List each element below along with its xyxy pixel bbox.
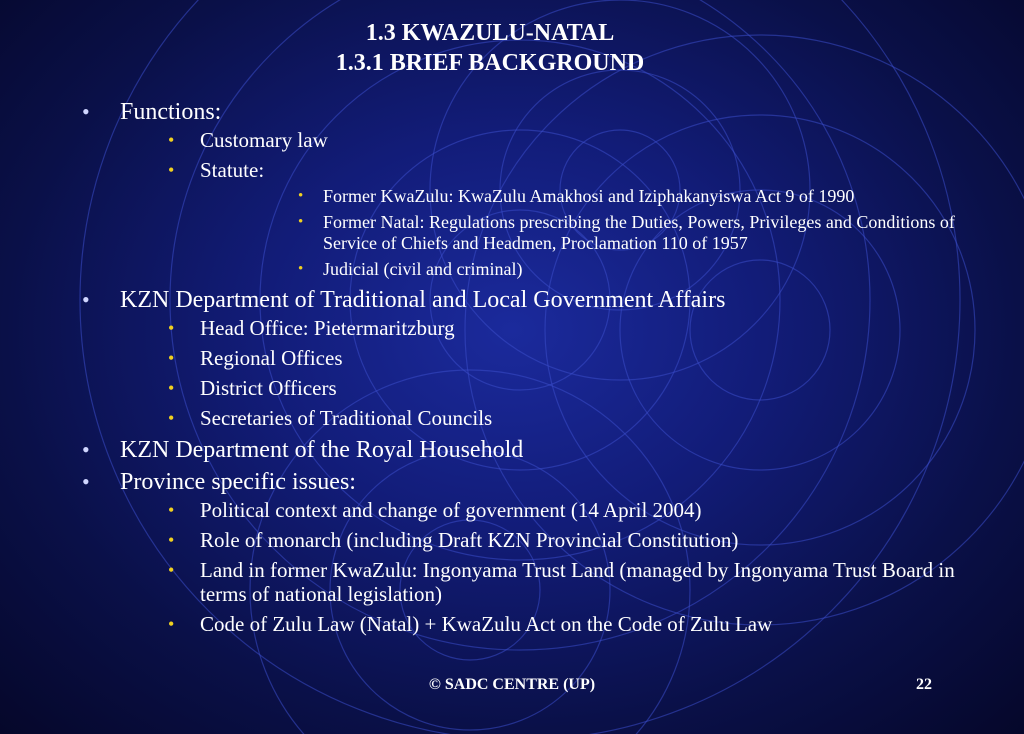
sub-bullet: • District Officers (168, 376, 337, 400)
bullet-icon: • (168, 560, 175, 580)
sub-sub-bullet: • Former KwaZulu: KwaZulu Amakhosi and Iziphakanyiswa Act 9 of 1990 (298, 186, 855, 206)
bullet-icon: • (168, 500, 175, 520)
sub-bullet: • Head Office: Pietermaritzburg (168, 316, 455, 340)
sub-list (120, 128, 982, 280)
page-number: 22 (916, 676, 932, 693)
bullet-icon: • (168, 348, 175, 368)
bullet-icon: • (82, 469, 90, 494)
sub-bullet: • Code of Zulu Law (Natal) + KwaZulu Act on the Code of Zulu Law (168, 612, 773, 636)
bullet-icon: • (298, 188, 304, 204)
bullet-icon: • (168, 408, 175, 428)
sub-sub-bullet: • Judicial (civil and criminal) (298, 259, 523, 279)
slide-title (0, 18, 980, 78)
sub-bullet: • Customary law (168, 128, 328, 152)
bullet-icon: • (168, 614, 175, 634)
sub-bullet: • Land in former KwaZulu: Ingonyama Trust Land (managed by Ingonyama Trust Board in terms of national legislation) (168, 558, 955, 606)
sub-bullet: • Statute: • Former KwaZulu: KwaZulu Amakhosi and Iziphakanyiswa Act 9 of 1990 • Former Natal: Regulations prescribing the Duties, Powers, Privileges and Conditions of Service of Chiefs and Headmen, Proclamation 110 of 1957 • Judicial (civil and criminal) (120, 158, 982, 280)
bullet-royal-household: • KZN Department of the Royal Household (82, 437, 524, 463)
bullet-icon: • (168, 160, 175, 180)
sub-bullet: • Role of monarch (including Draft KZN Provincial Constitution) (168, 528, 739, 552)
sub-list (120, 316, 982, 430)
bullet-icon: • (82, 437, 90, 462)
sub-bullet: • Regional Offices (168, 346, 343, 370)
title-line-1: 1.3 KWAZULU-NATAL (365, 20, 615, 46)
bullet-icon: • (168, 318, 175, 338)
bullet-icon: • (82, 99, 90, 124)
bullet-kzn-traditional-affairs: • KZN Department of Traditional and Local Government Affairs • Head Office: Pietermaritzburg • Regional Offices • District Officers • Secretaries of Traditional Councils (82, 286, 982, 430)
bullet-icon: • (168, 130, 175, 150)
footer-copyright: © SADC CENTRE (UP) (428, 676, 596, 693)
bullet-functions: • Functions: • Customary law • Statute: • Former KwaZulu: KwaZulu Amakhosi and Iziphakanyiswa Act 9 of 1990 • Former Natal: Regulations prescribing the Duties, Powers, Privileges and Conditions of Service of Chiefs and Headmen, Proclamation 110 of 1957 • Judicial (civil and criminal) (82, 98, 982, 280)
bullet-icon: • (168, 530, 175, 550)
sub-sub-bullet: • Former Natal: Regulations prescribing the Duties, Powers, Privileges and Conditions of Service of Chiefs and Headmen, Proclamation 110 of 1957 (298, 212, 955, 253)
sub-list (120, 498, 982, 636)
bullet-icon: • (168, 378, 175, 398)
bullet-list (82, 98, 982, 642)
sub-bullet: • Secretaries of Traditional Councils (168, 406, 493, 430)
sub-bullet: • Political context and change of government (14 April 2004) (168, 498, 702, 522)
bullet-icon: • (82, 287, 90, 312)
title-line-2: 1.3.1 BRIEF BACKGROUND (335, 50, 645, 76)
bullet-icon: • (298, 214, 304, 230)
bullet-province-issues: • Province specific issues: • Political context and change of government (14 April 2004) • Role of monarch (including Draft KZN Provincial Constitution) • Land in former KwaZulu: Ingonyama Trust Land (managed by Ingonyama Trust Board in terms of national legislation) • Code of Zulu Law (Natal) + KwaZulu Act on the Code of Zulu Law (82, 468, 982, 636)
bullet-icon: • (298, 261, 304, 277)
sub-sub-list (200, 186, 982, 280)
